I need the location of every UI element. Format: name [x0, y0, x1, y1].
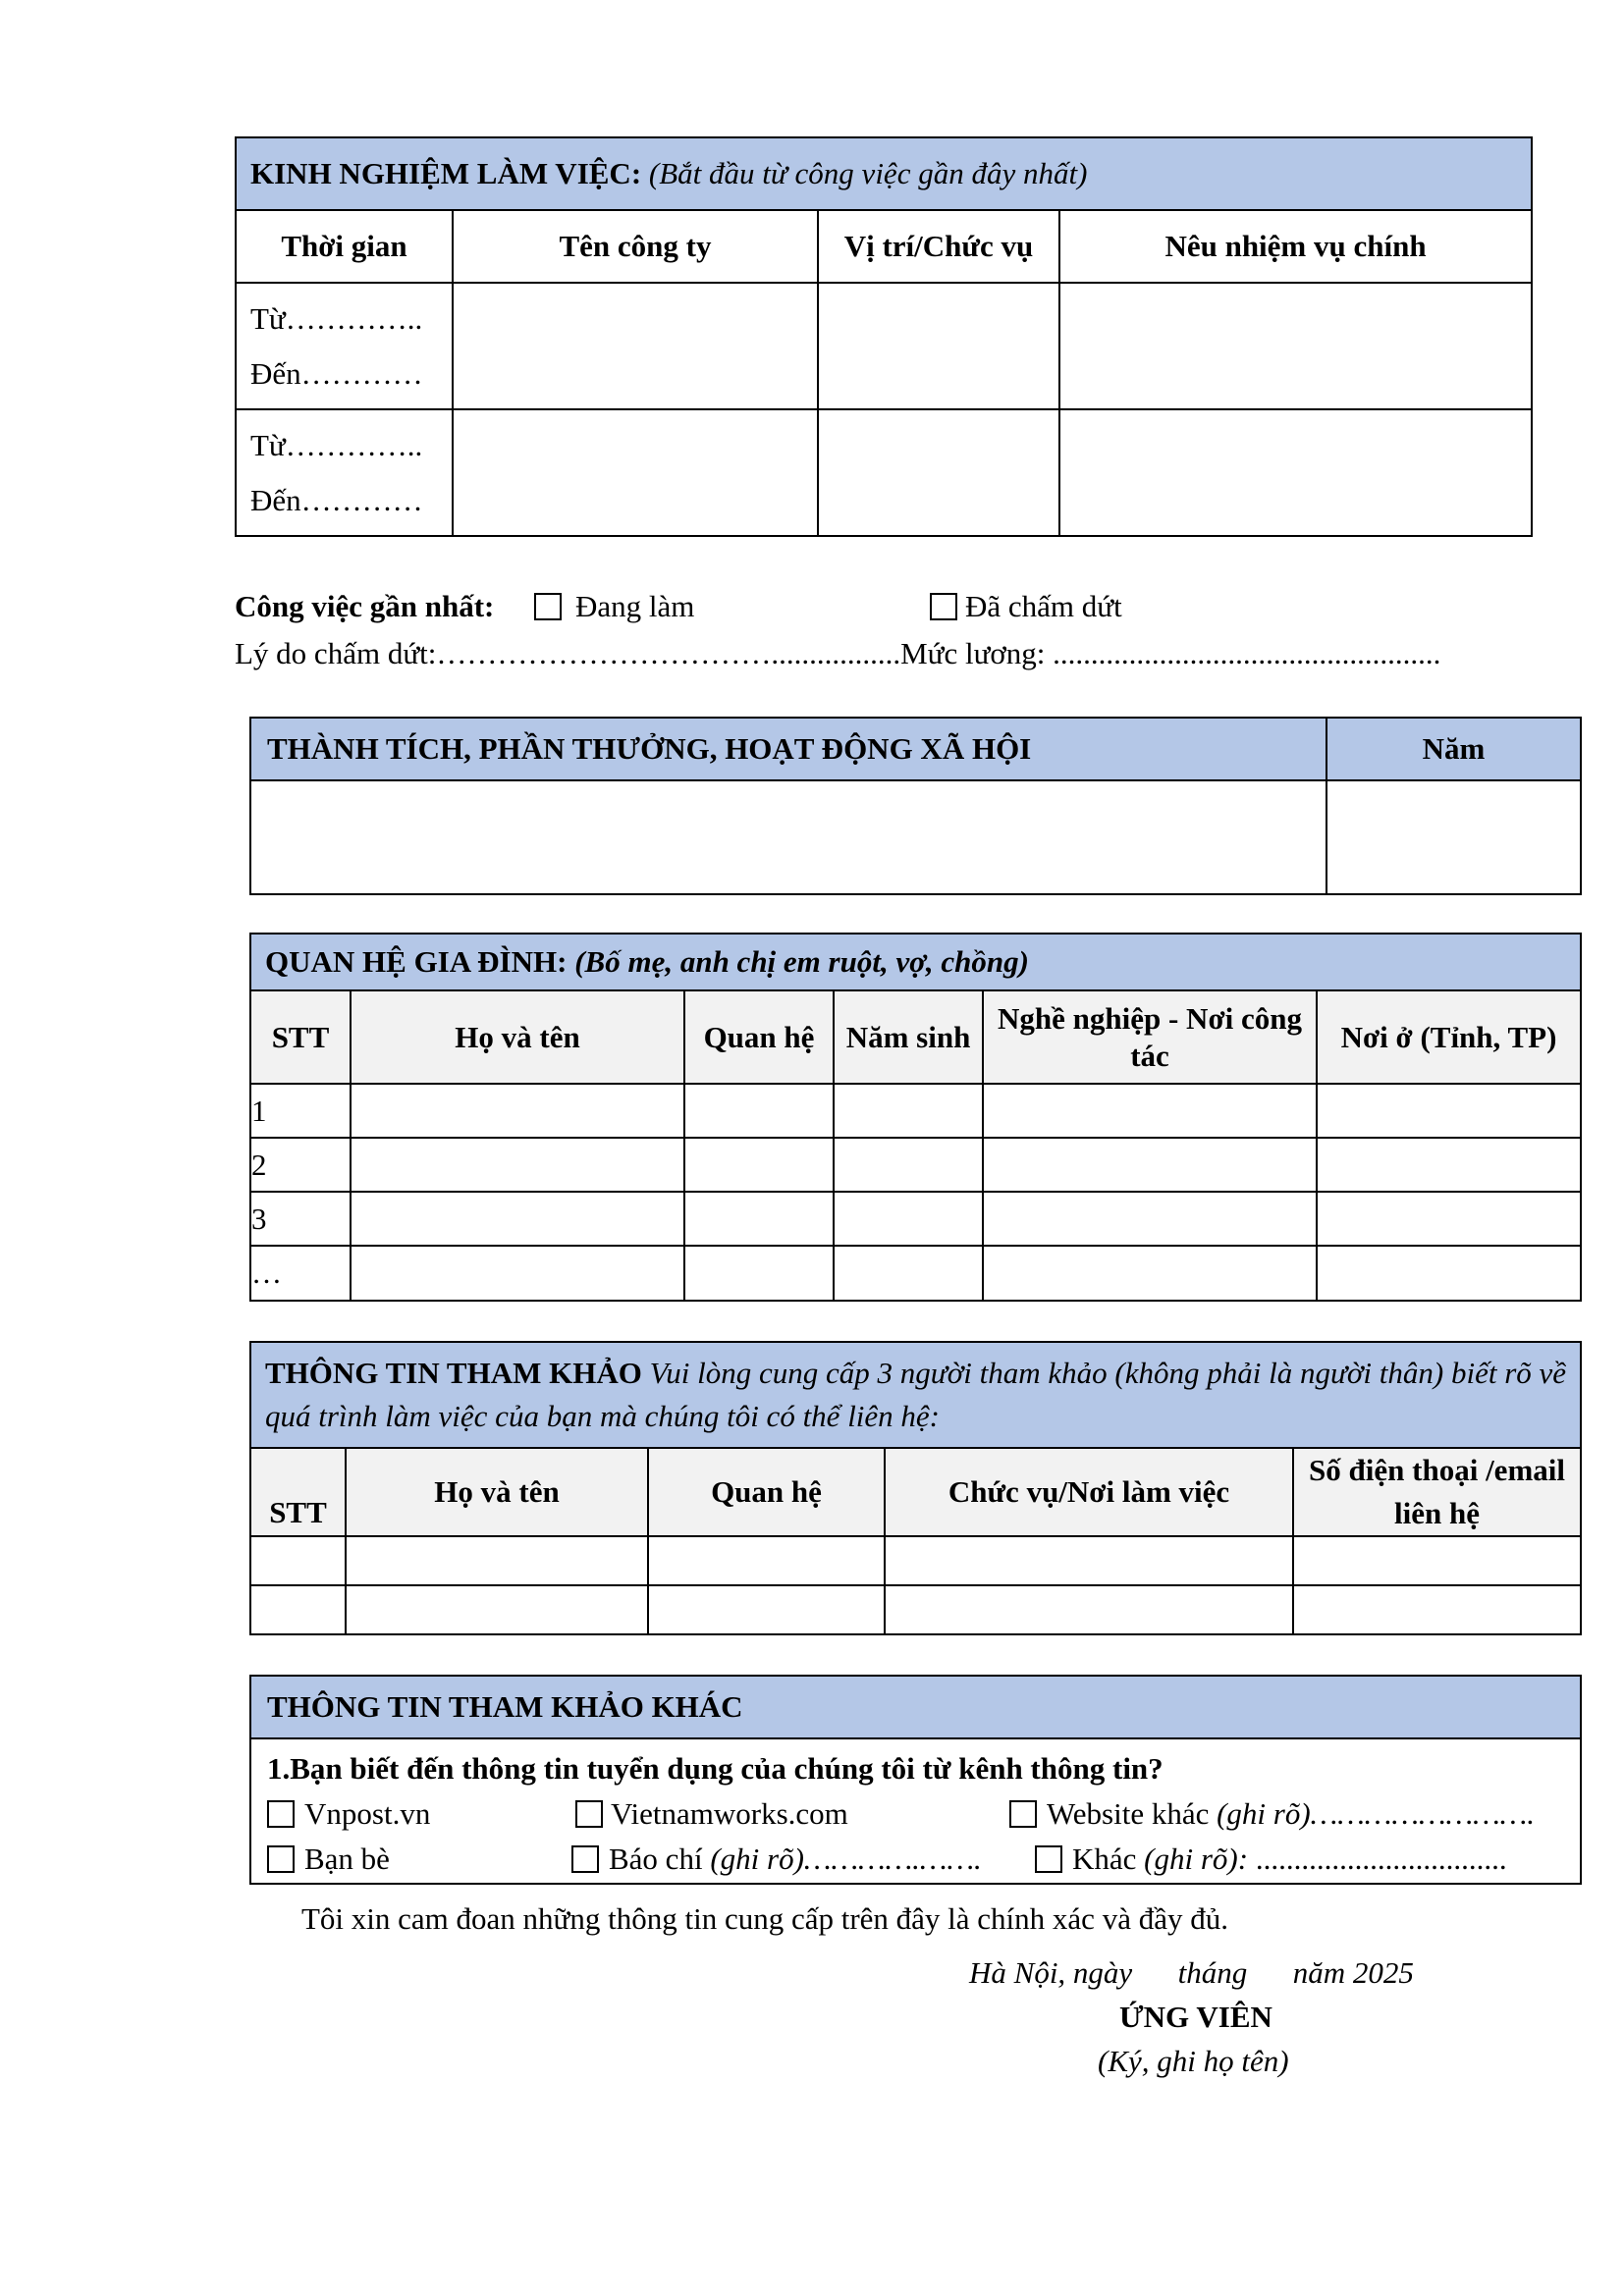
references-workplace-cell[interactable]	[885, 1536, 1293, 1585]
termination-reason-line[interactable]	[235, 636, 1440, 671]
references-title: THÔNG TIN THAM KHẢO	[265, 1356, 642, 1390]
family-col-birthyear: Năm sinh	[834, 990, 983, 1084]
friends-label: Bạn bè	[304, 1842, 390, 1876]
website-checkbox[interactable]	[1009, 1800, 1037, 1828]
family-title: QUAN HỆ GIA ĐÌNH:	[265, 944, 568, 979]
work-experience-note: (Bắt đầu từ công việc gần đây nhất)	[648, 156, 1088, 190]
option-other[interactable]	[1035, 1842, 1507, 1877]
family-residence-cell[interactable]	[1317, 1192, 1581, 1246]
references-workplace-cell[interactable]	[885, 1585, 1293, 1634]
achievements-year-header: Năm	[1326, 718, 1581, 780]
references-col-relation: Quan hệ	[648, 1448, 885, 1536]
family-row	[250, 1138, 1581, 1192]
family-col-relation: Quan hệ	[684, 990, 834, 1084]
family-col-residence: Nơi ở (Tỉnh, TP)	[1317, 990, 1581, 1084]
family-relation-cell[interactable]	[684, 1138, 834, 1192]
family-row	[250, 1246, 1581, 1301]
press-label: Báo chí	[609, 1842, 703, 1876]
family-birthyear-cell[interactable]	[834, 1246, 983, 1301]
work-row	[236, 409, 1532, 536]
references-contact-cell[interactable]	[1293, 1536, 1581, 1585]
friends-checkbox[interactable]	[267, 1845, 295, 1873]
family-name-cell[interactable]	[351, 1138, 684, 1192]
family-note: (Bố mẹ, anh chị em ruột, vợ, chồng)	[574, 944, 1029, 979]
duties-cell[interactable]	[1059, 283, 1532, 409]
family-row-number: 3	[250, 1192, 351, 1246]
col-duties: Nêu nhiệm vụ chính	[1059, 210, 1532, 283]
termination-reason: Lý do chấm dứt:…………………………….................	[235, 636, 901, 670]
vietnamworks-checkbox[interactable]	[575, 1800, 603, 1828]
family-col-stt: STT	[250, 990, 351, 1084]
press-note: (ghi rõ)………….…….	[710, 1842, 982, 1876]
family-occupation-cell[interactable]	[983, 1138, 1317, 1192]
references-col-stt: STT	[250, 1448, 346, 1536]
references-table	[249, 1341, 1582, 1635]
to-label: Đến…………	[250, 355, 423, 391]
achievements-table	[249, 717, 1582, 895]
work-experience-table	[235, 136, 1533, 537]
recent-job-line	[235, 589, 494, 624]
family-table	[249, 933, 1582, 1302]
press-checkbox[interactable]	[571, 1845, 599, 1873]
option-vnpost[interactable]	[267, 1796, 430, 1832]
family-col-name: Họ và tên	[351, 990, 684, 1084]
signer-title: ỨNG VIÊN	[1119, 2000, 1272, 2034]
col-time: Thời gian	[236, 210, 453, 283]
terminated-label: Đã chấm dứt	[965, 589, 1122, 623]
company-cell[interactable]	[453, 409, 818, 536]
website-label: Website khác	[1047, 1796, 1210, 1831]
family-header	[250, 934, 1581, 990]
working-option[interactable]	[534, 589, 694, 624]
family-residence-cell[interactable]	[1317, 1246, 1581, 1301]
other-label: Khác	[1072, 1842, 1137, 1876]
duties-cell[interactable]	[1059, 409, 1532, 536]
family-relation-cell[interactable]	[684, 1084, 834, 1138]
other-info-body	[250, 1738, 1581, 1884]
work-period-cell[interactable]	[236, 409, 453, 536]
other-info-title: THÔNG TIN THAM KHẢO KHÁC	[250, 1676, 1581, 1738]
terminated-checkbox[interactable]	[930, 593, 957, 620]
family-row	[250, 1192, 1581, 1246]
from-label: Từ…………..	[250, 427, 423, 462]
work-experience-header	[236, 137, 1532, 210]
place-date: Hà Nội, ngày tháng năm 2025	[969, 1955, 1414, 1990]
other-dots: .................................	[1248, 1842, 1507, 1876]
family-birthyear-cell[interactable]	[834, 1192, 983, 1246]
references-relation-cell[interactable]	[648, 1536, 885, 1585]
references-col-contact: Số điện thoại /email liên hệ	[1293, 1448, 1581, 1536]
salary: Mức lương: ...................................................	[900, 636, 1441, 670]
family-relation-cell[interactable]	[684, 1192, 834, 1246]
vietnamworks-label: Vietnamworks.com	[611, 1796, 848, 1831]
family-occupation-cell[interactable]	[983, 1192, 1317, 1246]
work-row	[236, 283, 1532, 409]
family-col-occupation: Nghề nghiệp - Nơi công tác	[983, 990, 1317, 1084]
vnpost-checkbox[interactable]	[267, 1800, 295, 1828]
pledge-text: Tôi xin cam đoan những thông tin cung cấp trên đây là chính xác và đầy đủ.	[301, 1901, 1228, 1936]
references-col-name: Họ và tên	[346, 1448, 648, 1536]
position-cell[interactable]	[818, 409, 1059, 536]
website-note: (ghi rõ)…………………….	[1217, 1796, 1535, 1831]
signature-note: (Ký, ghi họ tên)	[1098, 2044, 1289, 2078]
other-note: (ghi rõ):	[1144, 1842, 1249, 1876]
vnpost-label: Vnpost.vn	[304, 1796, 431, 1831]
family-residence-cell[interactable]	[1317, 1084, 1581, 1138]
family-row	[250, 1084, 1581, 1138]
references-contact-cell[interactable]	[1293, 1585, 1581, 1634]
family-occupation-cell[interactable]	[983, 1246, 1317, 1301]
source-question: 1.Bạn biết đến thông tin tuyển dụng của chúng tôi từ kênh thông tin?	[267, 1751, 1164, 1786]
family-occupation-cell[interactable]	[983, 1084, 1317, 1138]
other-checkbox[interactable]	[1035, 1845, 1062, 1873]
references-stt-cell[interactable]	[250, 1536, 346, 1585]
references-note: Vui lòng cung cấp 3 người tham khảo (không phải là người thân) biết rõ về quá trình làm việc của bạn mà chúng tôi có thể liên hệ:	[265, 1356, 1567, 1433]
terminated-option[interactable]	[930, 589, 1122, 624]
family-row-number: 1	[250, 1084, 351, 1138]
references-name-cell[interactable]	[346, 1585, 648, 1634]
family-name-cell[interactable]	[351, 1246, 684, 1301]
option-press[interactable]	[571, 1842, 982, 1877]
family-birthyear-cell[interactable]	[834, 1084, 983, 1138]
from-label: Từ…………..	[250, 300, 423, 336]
other-info-table	[249, 1675, 1582, 1885]
references-col-workplace: Chức vụ/Nơi làm việc	[885, 1448, 1293, 1536]
family-residence-cell[interactable]	[1317, 1138, 1581, 1192]
working-checkbox[interactable]	[534, 593, 562, 620]
references-relation-cell[interactable]	[648, 1585, 885, 1634]
family-birthyear-cell[interactable]	[834, 1138, 983, 1192]
option-vietnamworks[interactable]	[575, 1796, 848, 1832]
references-stt-cell[interactable]	[250, 1585, 346, 1634]
to-label: Đến…………	[250, 482, 423, 517]
recent-job-label: Công việc gần nhất:	[235, 589, 495, 623]
col-company: Tên công ty	[453, 210, 818, 283]
family-name-cell[interactable]	[351, 1084, 684, 1138]
family-name-cell[interactable]	[351, 1192, 684, 1246]
col-position: Vị trí/Chức vụ	[818, 210, 1059, 283]
references-row	[250, 1585, 1581, 1634]
company-cell[interactable]	[453, 283, 818, 409]
work-period-cell[interactable]	[236, 283, 453, 409]
work-experience-title: KINH NGHIỆM LÀM VIỆC:	[250, 156, 642, 190]
references-header	[250, 1342, 1581, 1448]
family-row-number: 2	[250, 1138, 351, 1192]
references-row	[250, 1536, 1581, 1585]
option-website[interactable]	[1009, 1796, 1535, 1832]
achievements-title: THÀNH TÍCH, PHẦN THƯỞNG, HOẠT ĐỘNG XÃ HỘI	[250, 718, 1326, 780]
option-friends[interactable]	[267, 1842, 390, 1877]
position-cell[interactable]	[818, 283, 1059, 409]
family-row-number: …	[250, 1246, 351, 1301]
working-label: Đang làm	[575, 589, 695, 623]
references-name-cell[interactable]	[346, 1536, 648, 1585]
achievements-year-cell[interactable]	[1326, 780, 1581, 894]
achievements-cell[interactable]	[250, 780, 1326, 894]
family-relation-cell[interactable]	[684, 1246, 834, 1301]
